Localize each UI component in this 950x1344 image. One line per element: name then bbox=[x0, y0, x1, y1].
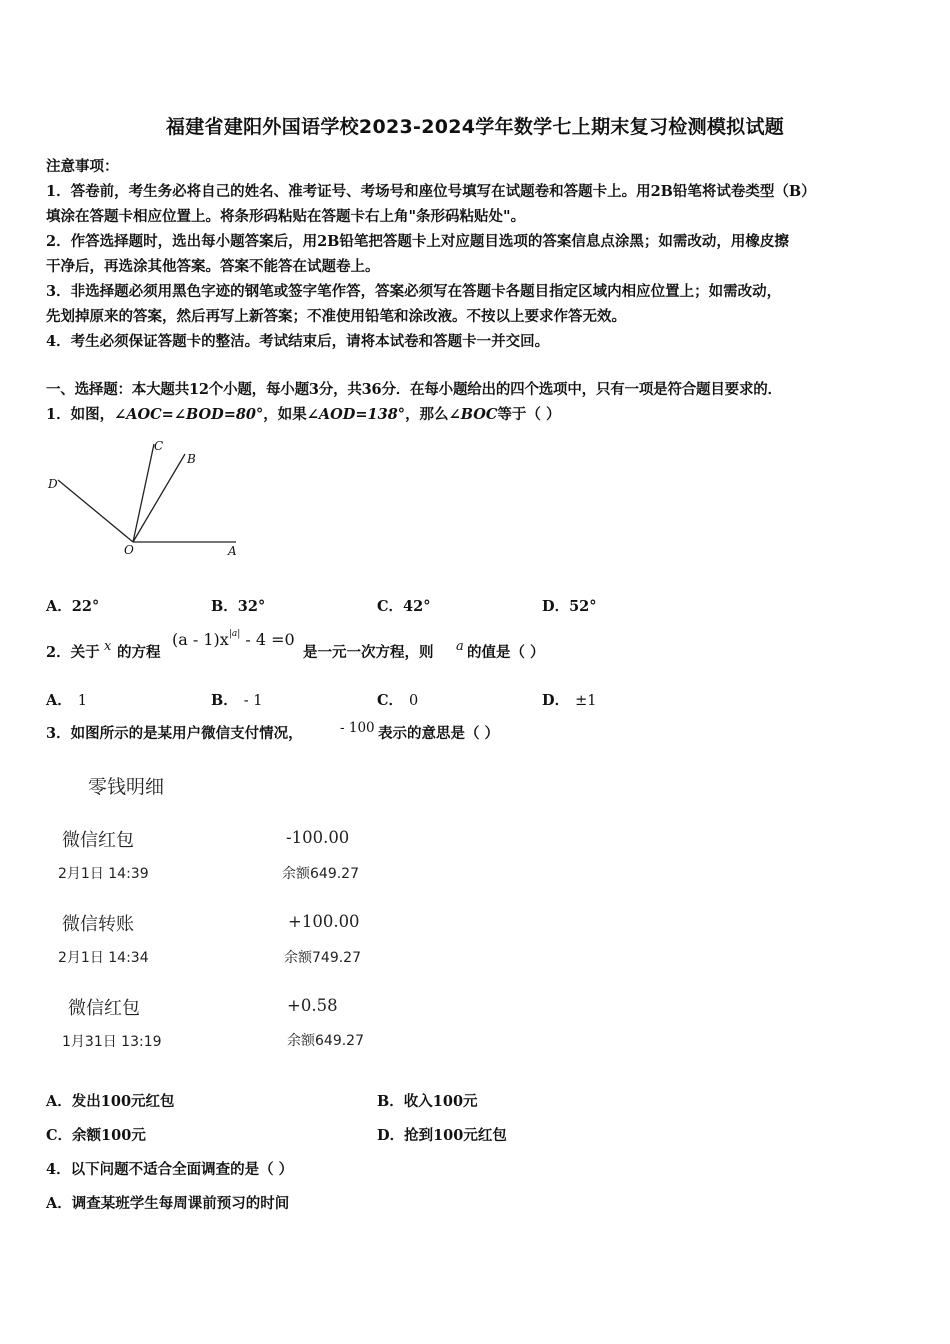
option-letter: A． bbox=[46, 598, 72, 615]
q2-prefix: 2．关于 bbox=[46, 644, 100, 661]
option-value: ±1 bbox=[575, 693, 597, 709]
option-letter: B． bbox=[211, 692, 238, 709]
q1-option-d[interactable] bbox=[542, 595, 597, 616]
record-name: 微信转账 bbox=[62, 914, 134, 935]
q1-target-angle: ∠BOC bbox=[448, 406, 498, 423]
question-4-stem: 4．以下问题不适合全面调查的是（ ） bbox=[46, 1161, 294, 1178]
option-value: 32° bbox=[237, 598, 266, 615]
notice-heading: 注意事项： bbox=[46, 158, 119, 175]
page-title: 福建省建阳外国语学校2023-2024学年数学七上期末复习检测模拟试题 bbox=[165, 116, 785, 138]
q1-option-b[interactable] bbox=[211, 595, 265, 616]
option-letter: B． bbox=[211, 598, 238, 615]
option-value: 22° bbox=[71, 598, 100, 615]
option-value: 抢到100元红包 bbox=[404, 1127, 507, 1144]
notice-line: 1．答卷前，考生务必将自己的姓名、准考证号、考场号和座位号填写在试题卷和答题卡上。用2B铅笔将试卷类型（B） bbox=[46, 183, 816, 200]
option-letter: D． bbox=[542, 692, 570, 709]
q2-option-c[interactable] bbox=[377, 689, 418, 710]
q1-condition-2: ∠AOD=138° bbox=[306, 406, 406, 423]
option-letter: D． bbox=[542, 598, 570, 615]
option-value: 发出100元红包 bbox=[71, 1093, 175, 1110]
q1-condition-1: ∠AOC=∠BOD=80° bbox=[114, 406, 264, 423]
option-letter: C． bbox=[377, 692, 404, 709]
q3-prefix: 3．如图所示的是某用户微信支付情况， bbox=[46, 725, 303, 742]
q1-prefix: 1．如图， bbox=[46, 406, 115, 423]
q1-option-c[interactable] bbox=[377, 595, 430, 616]
record-amount: +100.00 bbox=[288, 912, 360, 931]
option-value: 调查某班学生每周课前预习的时间 bbox=[71, 1195, 290, 1212]
q1-suffix: 等于（ ） bbox=[497, 406, 561, 423]
option-value: 42° bbox=[403, 598, 431, 615]
q2-eq-base: (a - 1)x bbox=[172, 630, 229, 649]
notice-line: 3．非选择题必须用黑色字迹的钢笔或签字笔作答，答案必须写在答题卡各题目指定区域内相应位置上；如需改动， bbox=[46, 283, 782, 300]
option-value: 1 bbox=[77, 693, 87, 709]
record-balance: 余额649.27 bbox=[287, 1033, 364, 1049]
option-letter: C． bbox=[46, 1127, 73, 1144]
q3-option-b[interactable] bbox=[377, 1090, 478, 1111]
record-date: 2月1日 14:39 bbox=[58, 866, 149, 882]
q3-number: - 100 bbox=[340, 720, 375, 736]
label-b: B bbox=[187, 452, 196, 466]
notice-line: 2．作答选择题时，选出每小题答案后，用2B铅笔把答题卡上对应题目选项的答案信息点涂黑；如需改动，用橡皮擦 bbox=[46, 233, 789, 250]
angle-figure bbox=[40, 432, 250, 562]
q2-var-a: a bbox=[456, 639, 464, 654]
q3-suffix: 表示的意思是（ ） bbox=[378, 725, 500, 742]
option-letter: C． bbox=[377, 598, 404, 615]
section-heading: 一、选择题：本大题共12个小题，每小题3分，共36分．在每小题给出的四个选项中，只有一项是符合题目要求的． bbox=[46, 381, 782, 398]
q2-eq-exponent: |a| bbox=[228, 628, 241, 639]
q1-mid2: ，那么 bbox=[405, 406, 449, 423]
ray-od bbox=[58, 480, 133, 542]
q2-mid2: 是一元一次方程，则 bbox=[303, 644, 434, 661]
ray-ob bbox=[133, 454, 185, 542]
record-amount: -100.00 bbox=[286, 828, 350, 847]
option-letter: D． bbox=[377, 1127, 405, 1144]
option-letter: A． bbox=[46, 1093, 72, 1110]
option-letter: B． bbox=[377, 1093, 404, 1110]
q2-var-x: x bbox=[104, 639, 112, 654]
notice-line: 先划掉原来的答案，然后再写上新答案；不准使用铅笔和涂改液。不按以上要求作答无效。 bbox=[46, 308, 626, 325]
record-amount: +0.58 bbox=[287, 996, 338, 1015]
option-letter: A． bbox=[46, 1195, 72, 1212]
q2-eq-tail: - 4 =0 bbox=[240, 630, 295, 649]
q2-suffix: 的值是（ ） bbox=[467, 644, 545, 661]
record-name: 微信红包 bbox=[68, 998, 140, 1019]
q3-option-a[interactable] bbox=[46, 1090, 175, 1111]
option-value: 52° bbox=[569, 598, 597, 615]
label-a: A bbox=[228, 544, 237, 558]
label-d: D bbox=[48, 477, 58, 491]
q2-option-b[interactable] bbox=[211, 689, 263, 710]
option-value: 0 bbox=[409, 693, 419, 709]
q1-mid: ，如果 bbox=[263, 406, 307, 423]
q2-equation bbox=[172, 630, 295, 649]
q2-option-a[interactable] bbox=[46, 689, 87, 710]
option-value: - 1 bbox=[243, 693, 263, 709]
question-1-stem bbox=[46, 403, 560, 424]
notice-line: 干净后，再选涂其他答案。答案不能答在试题卷上。 bbox=[46, 258, 380, 275]
record-date: 2月1日 14:34 bbox=[58, 950, 149, 966]
q3-option-d[interactable] bbox=[377, 1124, 507, 1145]
record-balance: 余额749.27 bbox=[284, 950, 361, 966]
record-date: 1月31日 13:19 bbox=[62, 1034, 162, 1050]
notice-line: 4．考生必须保证答题卡的整洁。考试结束后，请将本试卷和答题卡一并交回。 bbox=[46, 333, 550, 350]
q2-mid: 的方程 bbox=[117, 644, 161, 661]
record-balance: 余额649.27 bbox=[282, 866, 359, 882]
notice-line: 填涂在答题卡相应位置上。将条形码粘贴在答题卡右上角"条形码粘贴处"。 bbox=[46, 208, 526, 225]
q2-option-d[interactable] bbox=[542, 689, 596, 710]
label-o: O bbox=[124, 543, 134, 557]
wechat-wallet-details bbox=[40, 760, 420, 1060]
option-value: 余额100元 bbox=[72, 1127, 146, 1144]
q4-option-a[interactable] bbox=[46, 1192, 289, 1213]
label-c: C bbox=[154, 439, 164, 453]
wallet-header: 零钱明细 bbox=[88, 776, 165, 798]
q1-option-a[interactable] bbox=[46, 595, 99, 616]
option-letter: A． bbox=[46, 692, 72, 709]
q3-option-c[interactable] bbox=[46, 1124, 146, 1145]
ray-oc bbox=[133, 444, 154, 542]
option-value: 收入100元 bbox=[403, 1093, 478, 1110]
record-name: 微信红包 bbox=[62, 830, 134, 851]
